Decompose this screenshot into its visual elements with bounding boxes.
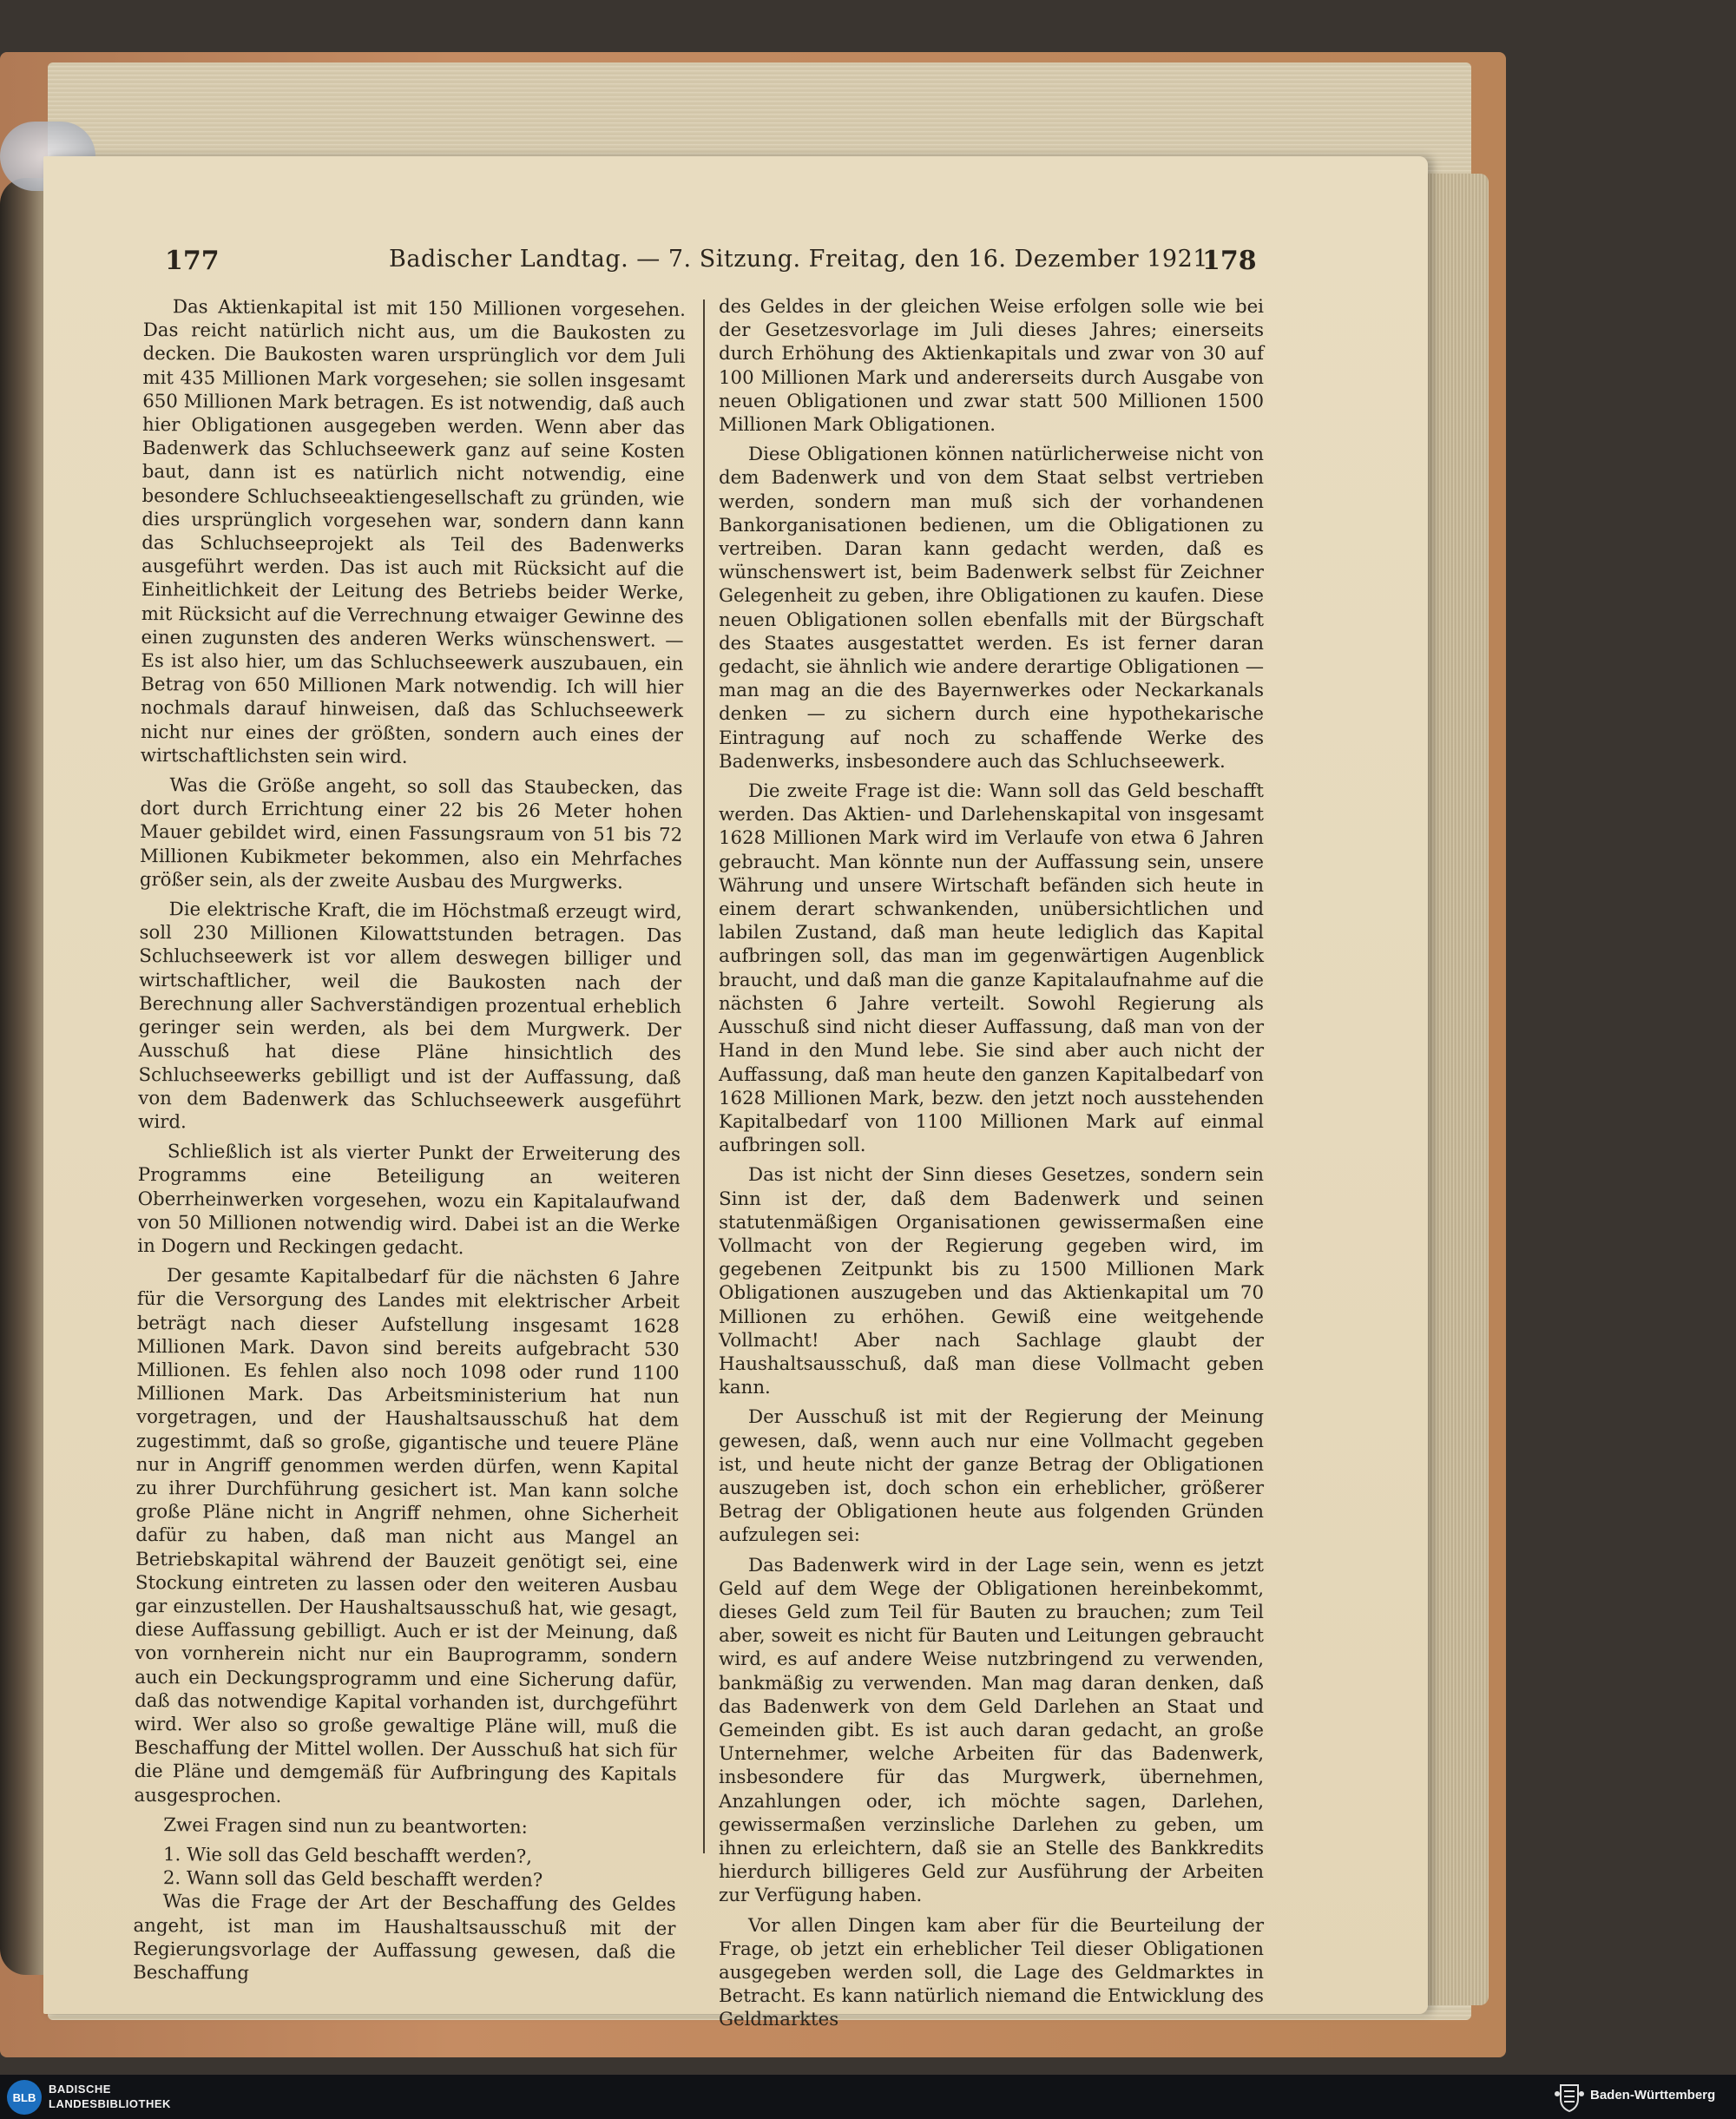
question-item: 2. Wann soll das Geld beschafft werden? bbox=[162, 1867, 543, 1892]
paragraph: Was die Größe angeht, so soll das Staubecken, das dort durch Errichtung einer 22 bis 26 Meter hohen Mauer gebildet wird, einen Fassungsraum von 51 bis 72 Millionen Kubikmeter bekommen, also ein Mehrfaches größer sein, als der zweite Ausbau des Murgwerks. bbox=[139, 774, 683, 894]
paragraph: des Geldes in der gleichen Weise erfolgen solle wie bei der Gesetzesvorlage im Juli dieses Jahres; einerseits durch Erhöhung des Aktienkapitals und zwar von 30 auf 100 Millionen Mark und andererseits durch Ausgabe von neuen Obligationen und zwar statt 500 Millionen 1500 Millionen Mark Obligationen. bbox=[719, 296, 1264, 437]
paragraph: Diese Obligationen können natürlicherweise nicht von dem Badenwerk und von dem Staat selbst vertrieben werden, sondern man muß sich der vorhandenen Bankorganisationen bedienen, um die Obligationen zu vertreiben. Daran kann gedacht werden, daß es wünschenswert ist, beim Badenwerk selbst für Zeichner Gelegenheit zu geben, ihre Obligationen zu kaufen. Diese neuen Obligationen sollen ebenfalls mit der Bürgschaft des Staates ausgestattet werden. Es ist ferner daran gedacht, sie ähnlich wie andere derartige Obligationen — man mag an die des Bayernwerkes oder Neckarkanals denken — zu sichern durch eine hypothekarische Eintragung auf noch zu schaffende Werke des Badenwerks, insbesondere auch das Schluchseewerk. bbox=[719, 444, 1264, 773]
paragraph: Das Aktienkapital ist mit 150 Millionen vorgesehen. Das reicht natürlich nicht aus, um die Baukosten zu decken. Die Baukosten waren ursprünglich vor dem Juli mit 435 Millionen Mark vorgesehen; sie sollen insgesamt 650 Millionen Mark betragen. Es ist notwendig, daß auch hier Obligationen ausgegeben werden. Wenn aber das Badenwerk das Schluchseewerk ganz auf seine Kosten baut, dann ist es natürlich nicht notwendig, eine besondere Schluchseeaktiengesellschaft zu gründen, wie dies ursprünglich vorgesehen war, sondern dann kann das Schluchseeprojekt als Teil des Badenwerks ausgeführt werden. Das ist auch mit Rücksicht auf die Einheitlichkeit der Leitung des Betriebs beider Werke, mit Rücksicht auf die Verrechnung etwaiger Gewinne des einen zugunsten des anderen Werks wünschenswert. — Es ist also hier, um das Schluchseewerk auszubauen, ein Betrag von 650 Millionen Mark notwendig. Ich will hier nochmals darauf hinweisen, daß das Schluchseewerk nicht nur eines der größten, sondern auch eines der wirtschaftlichsten sein wird. bbox=[140, 296, 686, 768]
paragraph: Vor allen Dingen kam aber für die Beurteilung der Frage, ob jetzt ein erheblicher Teil dieser Obligationen ausgegeben werden soll, die Lage des Geldmarktes in Betracht. Es kann natürlich niemand die Entwicklung des Geldmarktes bbox=[719, 1914, 1264, 2031]
paragraph: Der gesamte Kapitalbedarf für die nächsten 6 Jahre für die Versorgung des Landes mit elektrischer Arbeit beträgt nach dieser Aufstellung insgesamt 1628 Millionen Mark. Davon sind bereits aufgebracht 530 Millionen. Es fehlen also noch 1098 oder rund 1100 Millionen Mark. Das Arbeitsministerium hat nun vorgetragen, und der Haushaltsausschuß hat dem zugestimmt, daß so große, gigantische und teuere Pläne nur in Angriff genommen werden dürfen, wenn Kapital zu ihrer Durchführung gesichert ist. Man kann solche große Pläne nicht in Angriff nehmen, ohne Sicherheit dafür zu haben, daß man nicht aus Mangel an Betriebskapital während der Bauzeit genötigt sei, eine Stockung eintreten zu lassen oder den weiteren Ausbau gar einzustellen. Der Haushaltsausschuß hat, wie gesagt, diese Auffassung gebilligt. Auch er ist der Meinung, daß von vornherein nicht nur ein Bauprogramm, sondern auch ein Deckungsprogramm und eine Sicherung dafür, daß das notwendige Kapital vorhanden ist, durchgeführt wird. Wer also so große gewaltige Pläne will, muß die Beschaffung der Mittel wollen. Der Ausschuß hat sich für die Pläne und demgemäß für Aufbringung des Kapitals ausgesprochen. bbox=[134, 1265, 681, 1807]
paragraph: Die elektrische Kraft, die im Höchstmaß erzeugt wird, soll 230 Millionen Kilowattstunden betragen. Das Schluchseewerk ist vor allem deswegen billiger und wirtschaftlicher, weil die Baukosten nach der Berechnung aller Sachverständigen prozentual erheblich geringer sein werden, als bei dem Murgwerk. Der Ausschuß hat diese Pläne hinsichtlich des Schluchseewerks gebilligt und ist der Auffassung, daß von dem Badenwerk das Schluchseewerk ausgeführt wird. bbox=[138, 898, 682, 1134]
page-number-left: 177 bbox=[165, 246, 220, 276]
blb-logo-icon[interactable]: BLB bbox=[7, 2080, 42, 2115]
running-head: Badischer Landtag. — 7. Sitzung. Freitag, den 16. Dezember 1921. bbox=[389, 246, 1217, 273]
coat-of-arms-icon bbox=[1554, 2082, 1585, 2113]
paragraph: Schließlich ist als vierter Punkt der Erweiterung des Programms eine Beteiligung an weiteren Oberrheinwerken vorgesehen, wozu ein Kapitalaufwand von 50 Millionen notwendig wird. Dabei ist an die Werke in Dogern und Reckingen gedacht. bbox=[137, 1141, 681, 1260]
paragraph: Zwei Fragen sind nun zu beantworten: bbox=[163, 1813, 528, 1839]
page-edges bbox=[1419, 174, 1489, 2005]
state-name[interactable]: Baden-Württemberg bbox=[1590, 2088, 1716, 2103]
question-list bbox=[134, 1843, 676, 1893]
paragraph: Was die Frage der Art der Beschaffung des Geldes angeht, ist man im Haushaltsausschuß mit der Regierungsvorlage der Auffassung gewesen, daß die Beschaffung bbox=[133, 1891, 676, 1984]
paragraph: Das ist nicht der Sinn dieses Gesetzes, sondern sein Sinn ist der, daß dem Badenwerk und seinen statutenmäßigen Organisationen gewissermaßen eine Vollmacht von der Regierung gegeben wird, im gegebenen Zeitpunkt bis zu 1500 Millionen Mark Obligationen auszugeben und das Aktienkapital um 70 Millionen zu erhöhen. Gewiß eine weitgehende Vollmacht! Aber nach Sachlage glaubt der Haushaltsausschuß, daß man diese Vollmacht geben kann. bbox=[719, 1164, 1264, 1399]
left-column bbox=[133, 295, 686, 1994]
page-number-right: 178 bbox=[1202, 246, 1257, 276]
library-name-line1: BADISCHE bbox=[49, 2083, 111, 2096]
paragraph: Die zweite Frage ist die: Wann soll das Geld beschafft werden. Das Aktien- und Darlehenskapital von insgesamt 1628 Millionen Mark wird im Verlaufe von etwa 6 Jahren gebraucht. Man könnte nun der Auffassung sein, unsere Währung und unsere Wirtschaft befänden sich heute in einem derart schwankenden, unübersichtlichen und labilen Zustand, daß man heute lediglich das Kapital aufbringen soll, das man im gegenwärtigen Augenblick braucht, und daß man die ganze Kapitalaufnahme auf die nächsten 6 Jahre verteilt. Sowohl Regierung als Ausschuß sind nicht dieser Auffassung, daß man von der Hand in den Mund lebe. Sie sind aber auch nicht der Auffassung, daß man heute den ganzen Kapitalbedarf von 1628 Millionen Mark, bezw. den jetzt noch ausstehenden Kapitalbedarf von 1100 Millionen Mark auf einmal aufbringen soll. bbox=[719, 780, 1264, 1157]
column-divider bbox=[703, 299, 705, 1853]
question-item: 1. Wie soll das Geld beschafft werden?, bbox=[162, 1844, 533, 1868]
paragraph: Der Ausschuß ist mit der Regierung der Meinung gewesen, daß, wenn auch nur eine Vollmacht gegeben ist, und heute nicht der ganze Betrag der Obligationen auszugeben ist, doch schon ein erheblicher, größerer Betrag der Obligationen heute aus folgenden Gründen aufzulegen sei: bbox=[719, 1406, 1264, 1547]
right-column bbox=[719, 295, 1264, 2038]
library-name[interactable] bbox=[49, 2082, 171, 2111]
footer-bar bbox=[0, 2075, 1736, 2119]
library-name-line2: LANDESBIBLIOTHEK bbox=[49, 2097, 171, 2110]
paragraph: Das Badenwerk wird in der Lage sein, wenn es jetzt Geld auf dem Wege der Obligationen hereinbekommt, dieses Geld zum Teil für Bauten zu brauchen; zum Teil aber, soweit es nicht für Bauten und Leitungen gebraucht wird, es auf andere Weise nutzbringend zu verwenden, bankmäßig zu verwenden. Man mag daran denken, daß das Badenwerk von dem Geld Darlehen an Staat und Gemeinden gibt. Es ist auch daran gedacht, an große Unternehmer, welche Arbeiten für das Badenwerk, insbesondere für das Murgwerk, übernehmen, Anzahlungen oder, ich möchte sagen, Darlehen, gewissermaßen verzinsliche Darlehen zu geben, um ihnen zu erleichtern, daß sie an Stelle des Bankkredits hierdurch billigeres Geld zur Ausführung der Arbeiten zur Verfügung haben. bbox=[719, 1554, 1264, 1907]
